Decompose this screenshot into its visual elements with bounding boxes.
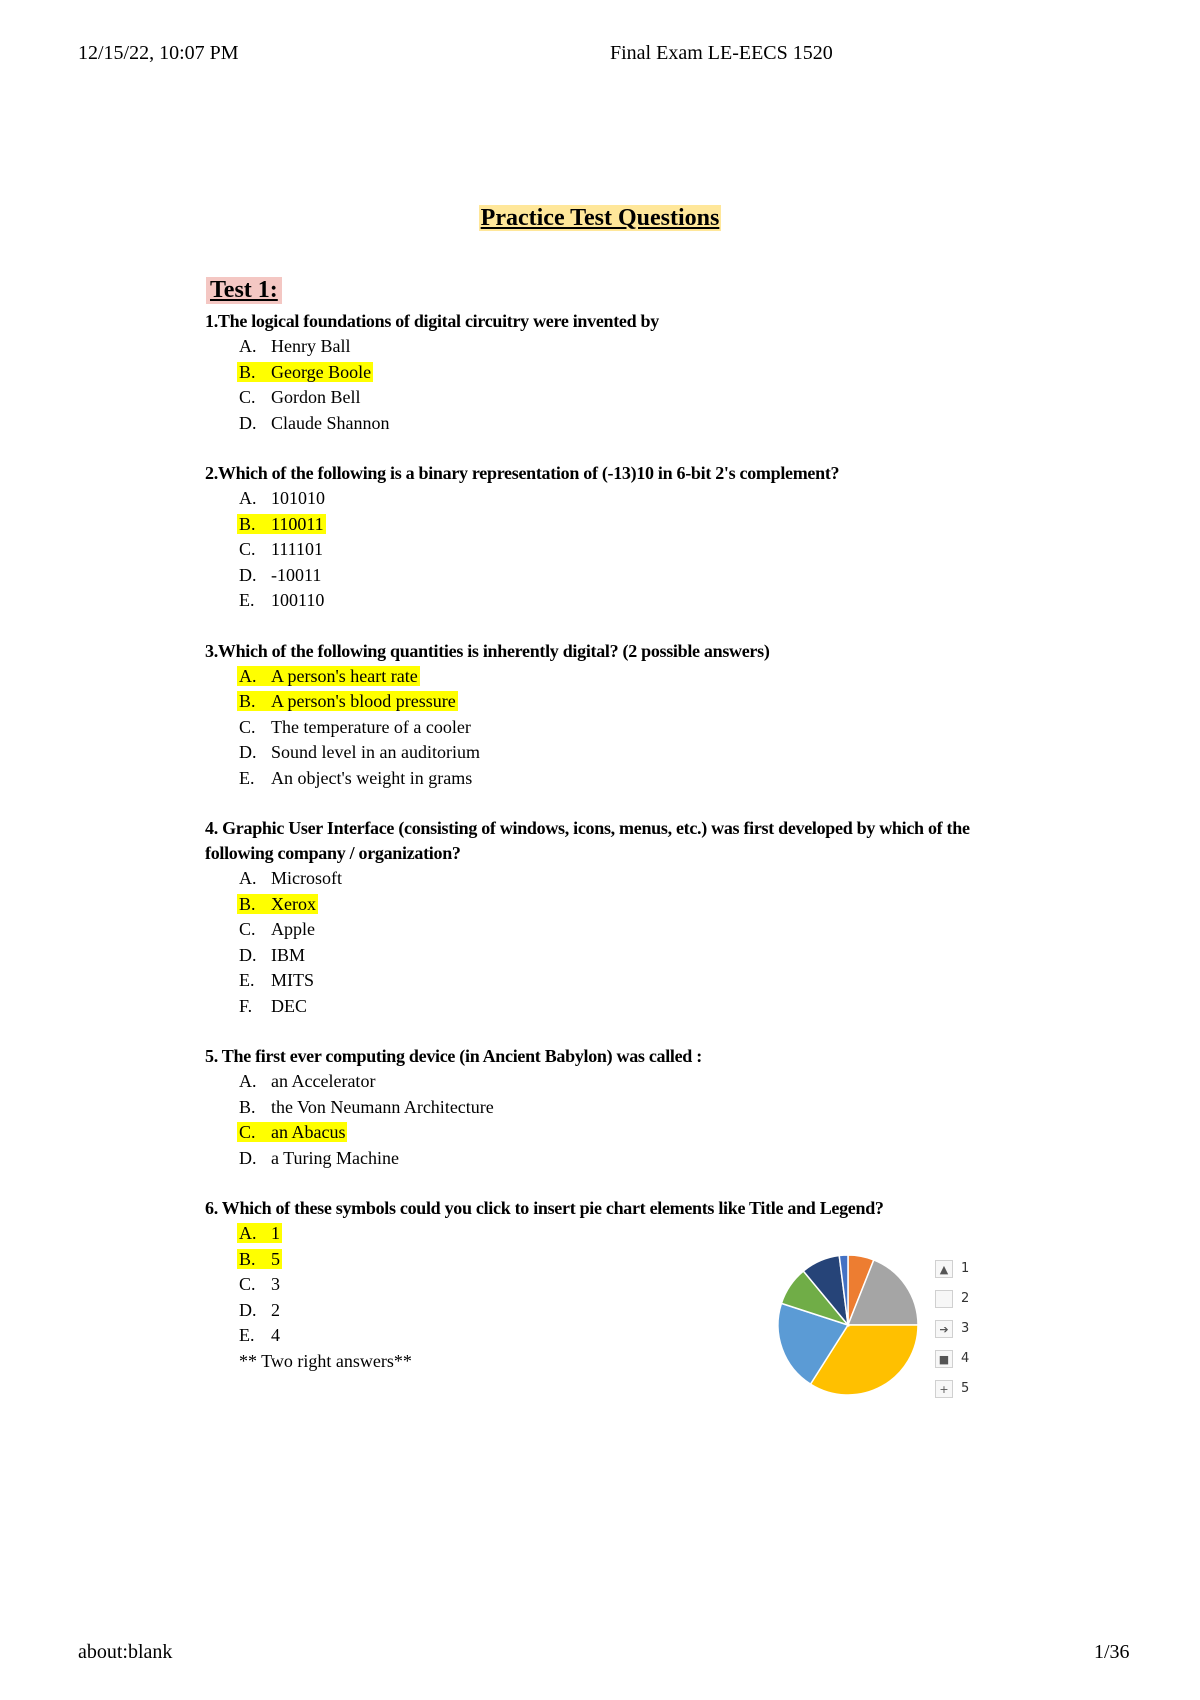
answer-highlight <box>237 996 309 1016</box>
icon-number-label: 2 <box>961 1291 970 1306</box>
option-letter: C. <box>239 387 256 407</box>
answer-highlight <box>237 1274 282 1294</box>
question <box>205 816 1005 1019</box>
answer-option <box>237 563 1005 589</box>
option-letter: B. <box>239 361 256 382</box>
option-text: Gordon Bell <box>271 387 361 407</box>
option-text: Xerox <box>271 893 316 914</box>
answer-highlight <box>237 894 318 914</box>
answer-option <box>237 917 1005 943</box>
answer-option <box>237 715 1005 741</box>
answer-highlight <box>237 970 316 990</box>
icon-number-label: 3 <box>961 1321 970 1336</box>
option-text: DEC <box>271 995 307 1016</box>
option-letter: E. <box>239 970 255 990</box>
question <box>205 461 1005 614</box>
option-text: George Boole <box>271 361 372 382</box>
option-letter: C. <box>239 919 256 939</box>
option-letter: B. <box>239 893 256 914</box>
answer-highlight <box>237 565 323 585</box>
chart-elements-plus-icon: ▲ <box>935 1260 953 1278</box>
option-letter: D. <box>239 1147 257 1168</box>
answer-option <box>237 385 1005 411</box>
option-letter: A. <box>239 868 257 888</box>
answer-option <box>237 1146 1005 1172</box>
option-text: Henry Ball <box>271 336 351 356</box>
pie-chart <box>770 1247 930 1399</box>
answer-highlight <box>237 1148 401 1168</box>
question-text: 2.Which of the following is a binary representation of (-13)10 in 6-bit 2's complement? <box>205 463 840 483</box>
answer-highlight <box>237 868 344 888</box>
option-text: Claude Shannon <box>271 412 390 433</box>
question-text: 3.Which of the following quantities is inherently digital? (2 possible answers) <box>205 640 770 661</box>
option-letter: C. <box>239 539 256 559</box>
option-text: 111101 <box>271 539 323 559</box>
answer-option-correct <box>237 512 1005 538</box>
answer-highlight <box>237 1300 282 1320</box>
answer-highlight <box>237 514 326 534</box>
option-letter: B. <box>239 691 256 711</box>
option-text: IBM <box>271 944 306 965</box>
print-datetime: 12/15/22, 10:07 PM <box>78 42 239 64</box>
print-doc-title: Final Exam LE-EECS 1520 <box>610 42 833 64</box>
option-text: a Turing Machine <box>271 1147 399 1168</box>
question-text: 6. Which of these symbols could you click to insert pie chart elements like Title and Legend? <box>205 1198 884 1218</box>
answer-options <box>205 334 1005 436</box>
answer-options <box>205 866 1005 1019</box>
option-letter: B. <box>239 513 256 534</box>
answer-option <box>237 994 1005 1020</box>
option-text: A person's heart rate <box>271 665 418 686</box>
answer-highlight <box>237 1122 347 1142</box>
icon-number-label: 5 <box>961 1381 970 1396</box>
answer-highlight <box>237 539 325 559</box>
option-letter: C. <box>239 1274 256 1294</box>
icon-number-label: 1 <box>961 1261 970 1276</box>
answer-options <box>205 664 1005 792</box>
answer-option <box>237 1069 1005 1095</box>
option-text: 100110 <box>271 590 325 610</box>
answer-option-correct <box>237 1221 1005 1247</box>
option-text: an Abacus <box>271 1122 346 1142</box>
option-text: the Von Neumann Architecture <box>271 1096 494 1117</box>
question-text: 1.The logical foundations of digital circuitry were invented by <box>205 311 659 331</box>
option-text: 1 <box>271 1223 280 1243</box>
option-letter: A. <box>239 1071 257 1091</box>
test-heading: Test 1: <box>206 277 282 304</box>
option-text: 2 <box>271 1299 280 1320</box>
option-text: A person's blood pressure <box>271 691 456 711</box>
answer-option <box>237 943 1005 969</box>
answer-highlight <box>237 336 352 356</box>
option-letter: D. <box>239 412 257 433</box>
option-letter: C. <box>239 1122 256 1142</box>
question <box>205 309 1005 436</box>
answer-highlight <box>237 488 327 508</box>
answer-highlight <box>237 717 473 737</box>
option-text: an Accelerator <box>271 1071 376 1091</box>
chart-arrow-icon: ➔ <box>935 1320 953 1338</box>
answer-highlight <box>237 362 373 382</box>
answer-note: ** Two right answers** <box>239 1350 412 1371</box>
option-letter: C. <box>239 716 256 737</box>
option-text: 5 <box>271 1248 280 1269</box>
answer-highlight <box>237 666 420 686</box>
answer-highlight <box>237 1097 496 1117</box>
option-letter: D. <box>239 742 257 762</box>
answer-highlight <box>237 1071 377 1091</box>
answer-option <box>237 866 1005 892</box>
option-letter: E. <box>239 1325 255 1345</box>
answer-highlight <box>237 387 363 407</box>
answer-option <box>237 334 1005 360</box>
answer-highlight <box>237 691 458 711</box>
answer-highlight <box>237 945 307 965</box>
option-letter: E. <box>239 590 255 610</box>
option-letter: D. <box>239 944 257 965</box>
print-url: about:blank <box>78 1641 173 1663</box>
pie-chart-screenshot <box>770 1247 976 1399</box>
answer-highlight <box>237 1249 282 1269</box>
answer-option <box>237 537 1005 563</box>
answer-option-correct <box>237 689 1005 715</box>
option-letter: A. <box>239 336 257 356</box>
option-letter: A. <box>239 665 257 686</box>
answer-option <box>237 486 1005 512</box>
answer-options <box>205 486 1005 614</box>
option-text: The temperature of a cooler <box>271 716 471 737</box>
option-letter: D. <box>239 564 257 585</box>
answer-highlight <box>237 413 392 433</box>
answer-highlight <box>237 742 482 762</box>
option-text: MITS <box>271 970 315 990</box>
option-letter: A. <box>239 488 257 508</box>
answer-highlight <box>237 590 326 610</box>
option-text: 110011 <box>271 513 324 534</box>
answer-highlight <box>237 768 474 788</box>
question-list <box>205 309 1005 1398</box>
answer-option-correct <box>237 1120 1005 1146</box>
answer-highlight <box>237 1223 282 1243</box>
page-title: Practice Test Questions <box>480 205 720 231</box>
option-text: Sound level in an auditorium <box>271 742 480 762</box>
option-text: 3 <box>271 1274 280 1294</box>
answer-option <box>237 968 1005 994</box>
answer-option-correct <box>237 892 1005 918</box>
question <box>205 639 1005 792</box>
option-text: 101010 <box>271 488 325 508</box>
answer-option-correct <box>237 360 1005 386</box>
option-text: -10011 <box>271 564 322 585</box>
icon-number-label: 4 <box>961 1351 970 1366</box>
answer-highlight <box>237 919 317 939</box>
print-page-number: 1/36 <box>1094 1641 1130 1663</box>
answer-highlight <box>237 1325 282 1345</box>
answer-option <box>237 740 1005 766</box>
chart-square-icon: ■ <box>935 1350 953 1368</box>
option-text: 4 <box>271 1325 280 1345</box>
answer-options <box>205 1069 1005 1171</box>
option-letter: B. <box>239 1248 256 1269</box>
option-text: Apple <box>271 919 315 939</box>
chart-blank-icon <box>935 1290 953 1308</box>
question-text: 5. The first ever computing device (in Ancient Babylon) was called : <box>205 1046 702 1066</box>
answer-option-correct <box>237 664 1005 690</box>
answer-option <box>237 766 1005 792</box>
option-letter: F. <box>239 995 253 1016</box>
question <box>205 1044 1005 1171</box>
answer-option <box>237 411 1005 437</box>
option-text: An object's weight in grams <box>271 767 473 788</box>
option-letter: D. <box>239 1299 257 1320</box>
option-letter: B. <box>239 1096 256 1117</box>
chart-plus-icon: + <box>935 1380 953 1398</box>
answer-option <box>237 588 1005 614</box>
question-text: 4. Graphic User Interface (consisting of windows, icons, menus, etc.) was first developed by which of the following company / organization? <box>205 818 970 863</box>
answer-option <box>237 1095 1005 1121</box>
option-text: Microsoft <box>271 868 342 888</box>
option-letter: A. <box>239 1223 257 1243</box>
option-letter: E. <box>239 767 255 788</box>
